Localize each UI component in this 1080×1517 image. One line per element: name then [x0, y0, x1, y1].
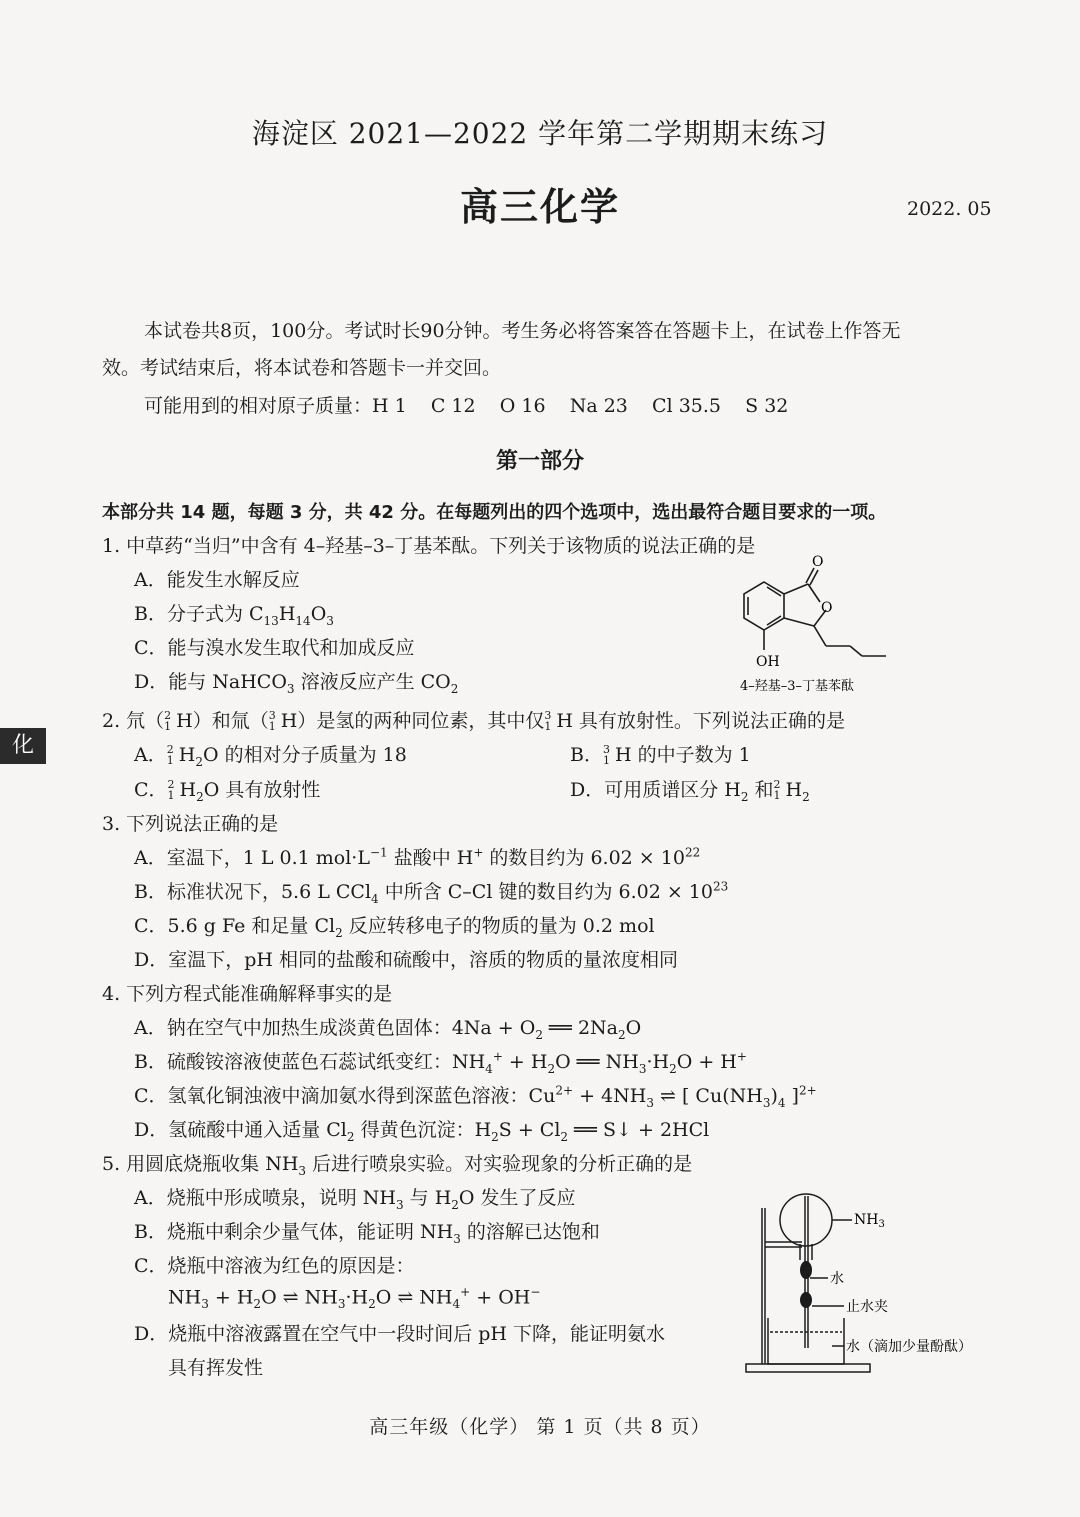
q4-option-c: C．氢氧化铜浊液中滴加氨水得到深蓝色溶液：$Cu^{2+} + 4NH_3$ ⇌ [ $Cu(NH_3)_4$ ]$^{2+}$ [134, 1083, 817, 1110]
q2-option-b: B． 3 1 H 的中子数为 1 [570, 743, 751, 767]
round-bottom-flask [780, 1194, 832, 1246]
stand-base [746, 1364, 870, 1372]
dropper-bulb [800, 1261, 812, 1279]
section-title: 第一部分 [495, 448, 584, 474]
q3-option-d: D．室温下，pH 相同的盐酸和硫酸中，溶质的物质的量浓度相同 [134, 949, 679, 971]
q1-option-c: C．能与溴水发生取代和加成反应 [134, 637, 415, 659]
beaker [768, 1318, 844, 1364]
q5-option-a: A．烧瓶中形成喷泉，说明 $NH_3$ 与 $H_2O$ 发生了反应 [134, 1187, 576, 1212]
molecule-caption: 4–羟基–3–丁基苯酞 [740, 679, 855, 694]
label-clamp: 止水夹 [846, 1299, 888, 1315]
fountain-apparatus-figure [740, 1188, 990, 1378]
intro-line-1: 本试卷共8页，100分。考试时长90分钟。考生务必将答案答在答题卡上，在试卷上作答无 [144, 320, 901, 342]
q3-stem: 3. 下列说法正确的是 [102, 813, 279, 835]
q4-option-d: D．氢硫酸中通入适量 $Cl_2$ 得黄色沉淀：$H_2S + Cl_2$ ══ S↓ + 2HCl [134, 1119, 710, 1144]
q4-option-a: A．钠在空气中加热生成淡黄色固体：$4Na + O_2$ ══ $2Na_2O$ [134, 1017, 642, 1042]
page-footer: 高三年级（化学） 第 1 页（共 8 页） [369, 1416, 711, 1438]
q5-option-c-equation: $NH_3 + H_2O$ ⇌ $NH_3\cdot H_2O$ ⇌ $NH_4^+ + OH^-$ [168, 1285, 541, 1312]
q3-option-a: A．室温下，1 L 0.1 $mol\cdot L^{-1}$ 盐酸中 H+ 的数目约为 $6.02 \times 10^{22}$ [134, 845, 701, 869]
exam-title: 海淀区 2021—2022 学年第二学期期末练习 [251, 117, 829, 150]
q2-stem: 2. 氘（ 2 1 H）和氚（ 3 1 H）是氢的两种同位素，其中仅 3 1 H 具有放射性。下列说法正确的是 [102, 709, 845, 733]
q2-option-d: D．可用质谱区分 $H_2$ 和 2 1 $H_2$ [570, 778, 810, 804]
label-nh3: $NH_3$ [854, 1212, 885, 1230]
subject-title: 高三化学 [459, 184, 620, 229]
q2-option-c: C． 2 1 $H_2O$ 具有放射性 [134, 778, 321, 804]
q4-stem: 4. 下列方程式能准确解释事实的是 [102, 983, 393, 1005]
q3-option-c: C．5.6 g Fe 和足量 $Cl_2$ 反应转移电子的物质的量为 0.2 mol [134, 915, 655, 940]
stopcock-clamp [800, 1292, 812, 1308]
q1-option-d: D．能与 NaHCO$_3$ 溶液反应产生 $CO_2$ [134, 671, 459, 696]
q1-stem: 1. 中草药“当归”中含有 4–羟基–3–丁基苯酞。下列关于该物质的说法正确的是 [102, 535, 756, 557]
q5-option-d-line2: 具有挥发性 [168, 1357, 264, 1379]
q5-stem: 5. 用圆底烧瓶收集 $NH_3$ 后进行喷泉实验。对实验现象的分析正确的是 [102, 1153, 693, 1178]
benzene-ring [744, 582, 784, 630]
ring-oxygen-label: O [821, 600, 833, 616]
q1-option-a: A．能发生水解反应 [134, 569, 300, 591]
subject-side-tab: 化 [0, 728, 46, 764]
atomic-masses: 可能用到的相对原子质量：H 1 C 12 O 16 Na 23 Cl 35.5 S 32 [144, 395, 789, 417]
q2-option-a: A． 2 1 $H_2O$ 的相对分子质量为 18 [134, 743, 407, 769]
q5-option-d-line1: D．烧瓶中溶液露置在空气中一段时间后 pH 下降，能证明氨水 [134, 1323, 666, 1345]
label-water: 水 [830, 1271, 844, 1287]
intro-line-2: 效。考试结束后，将本试卷和答题卡一并交回。 [102, 357, 502, 379]
q5-option-b: B．烧瓶中剩余少量气体，能证明 $NH_3$ 的溶解已达饱和 [134, 1221, 600, 1246]
exam-date: 2022. 05 [907, 198, 992, 220]
q5-option-c: C．烧瓶中溶液为红色的原因是： [134, 1255, 415, 1277]
hydroxyl-label: OH [756, 654, 780, 670]
q1-molecule-figure [726, 552, 906, 697]
q1-option-b: B．分子式为 $C_{13}H_{14}O_3$ [134, 603, 334, 628]
q3-option-b: B．标准状况下，5.6 L CCl$_4$ 中所含 C–Cl 键的数目约为 $6.02 \times 10^{23}$ [134, 879, 729, 906]
section-instruction: 本部分共 14 题，每题 3 分，共 42 分。在每题列出的四个选项中，选出最符合题目要求的一项。 [102, 502, 887, 523]
carbonyl-oxygen-label: O [812, 554, 824, 570]
q4-option-b: B．硫酸铵溶液使蓝色石蕊试纸变红：$NH_4^+ + H_2O$ ══ $NH_3\cdot H_2O + H^+$ [134, 1049, 747, 1076]
label-beaker-water: 水（滴加少量酚酞） [846, 1339, 972, 1355]
